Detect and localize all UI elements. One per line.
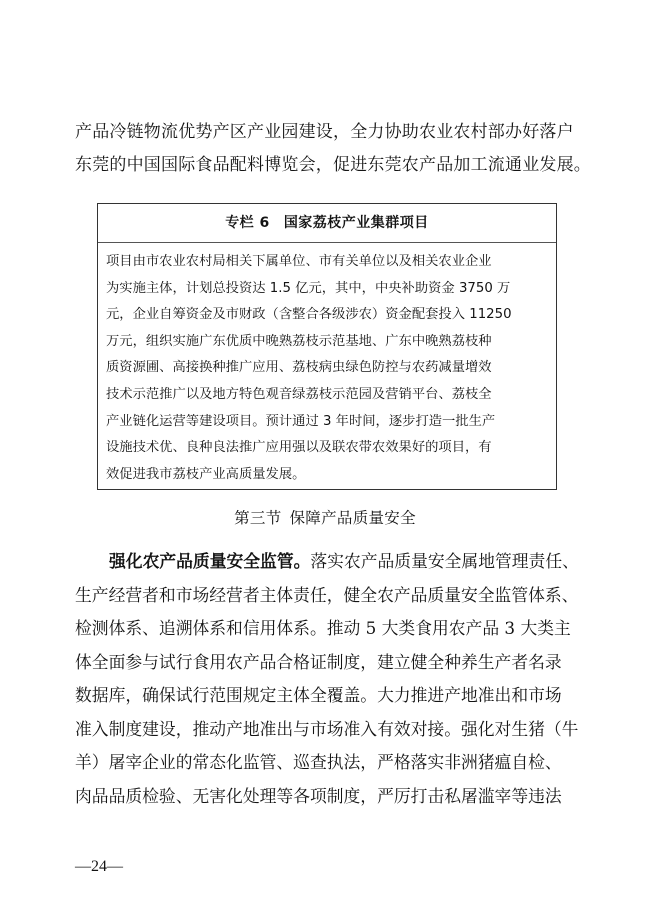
section-number: 第三节 — [234, 509, 282, 527]
feature-box-line: 项目由市农业农村局相关下属单位、市有关单位以及相关农业企业 — [106, 254, 492, 269]
main-line: 数据库，确保试行范围规定主体全覆盖。大力推进产地准出和市场 — [75, 685, 562, 705]
feature-box-body — [98, 243, 556, 488]
main-line: 体全面参与试行食用农产品合格证制度，建立健全种养生产者名录 — [75, 651, 562, 672]
intro-paragraph — [75, 116, 591, 182]
feature-box-line: 为实施主体，计划总投资达 1.5 亿元，其中，中央补助资金 3750 万 — [106, 280, 511, 296]
feature-box-label: 专栏 6 — [225, 215, 270, 231]
paragraph-first-line-text: 落实农产品质量安全属地管理责任、 — [310, 551, 579, 571]
main-line: 肉品品质检验、无害化处理等各项制度，严厉打击私屠滥宰等违法 — [75, 785, 562, 806]
feature-box-line: 设施技术优、良种良法推广应用强以及联农带农效果好的项目，有 — [106, 440, 492, 456]
feature-box — [97, 203, 557, 490]
feature-box-line: 质资源圃、高接换种推广应用、荔枝病虫绿色防控与农药减量增效 — [106, 360, 492, 376]
intro-line: 产品冷链物流优势产区产业园建设，全力协助农业农村部办好落户 — [75, 122, 574, 142]
feature-box-line: 元，企业自筹资金及市财政（含整合各级涉农）资金配套投入 11250 — [106, 307, 512, 323]
section-title-text: 保障产品质量安全 — [289, 509, 416, 527]
main-line: 检测体系、追溯体系和信用体系。推动 5 大类食用农产品 3 大类主 — [75, 618, 571, 638]
main-paragraph — [75, 545, 585, 813]
feature-box-heading: 国家荔枝产业集群项目 — [283, 215, 429, 231]
feature-box-line: 效促进我市荔枝产业高质量发展。 — [106, 466, 306, 482]
paragraph-lead: 强化农产品质量安全监管。 — [109, 551, 311, 571]
feature-box-line: 万元，组织实施广东优质中晚熟荔枝示范基地、广东中晚熟荔枝种 — [106, 333, 492, 349]
feature-box-title — [98, 204, 556, 243]
intro-line: 东莞的中国国际食品配料博览会，促进东莞农产品加工流通业发展。 — [75, 155, 591, 175]
page-number: —24— — [75, 858, 123, 875]
main-first-line — [75, 545, 585, 579]
feature-box-line: 产业链化运营等建设项目。预计通过 3 年时间，逐步打造一批生产 — [106, 413, 496, 429]
feature-box-line: 技术示范推广以及地方特色观音绿荔枝示范园及营销平台、荔枝全 — [106, 386, 492, 402]
section-heading — [0, 506, 650, 528]
main-line: 生产经营者和市场经营者主体责任，健全农产品质量安全监管体系、 — [75, 584, 579, 605]
main-line: 准入制度建设，推动产地准出与市场准入有效对接。强化对生猪（牛 — [75, 718, 579, 739]
main-line: 羊）屠宰企业的常态化监管、巡查执法，严格落实非洲猪瘟自检、 — [75, 752, 562, 772]
